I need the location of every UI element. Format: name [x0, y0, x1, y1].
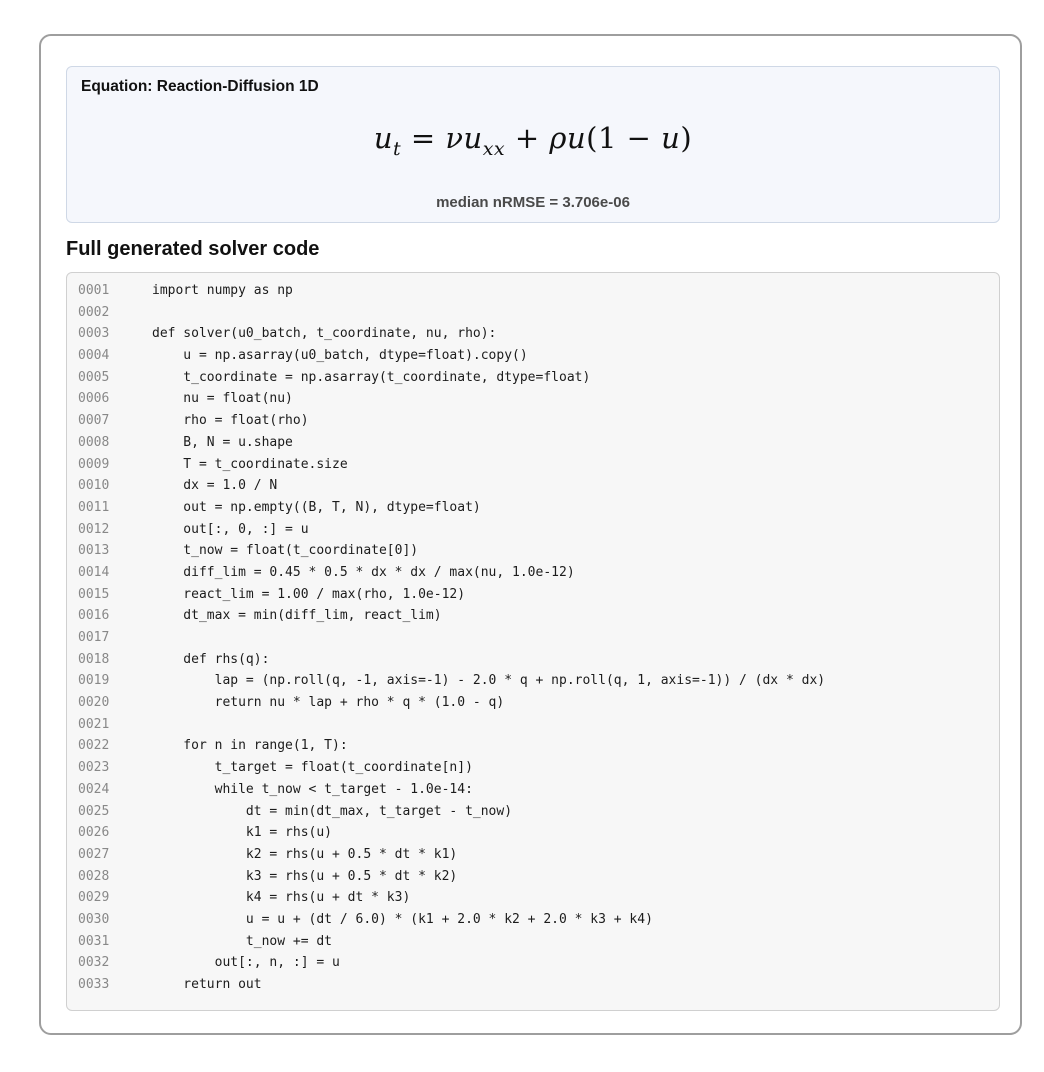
code-line	[78, 584, 991, 606]
line-code: return out	[152, 977, 262, 992]
section-title: Full generated solver code	[66, 238, 320, 260]
line-number: 0019	[78, 673, 110, 689]
code-block[interactable]	[66, 272, 1000, 1011]
line-number: 0012	[78, 521, 110, 537]
line-number: 0013	[78, 543, 110, 559]
line-number: 0011	[78, 499, 110, 515]
equation-card	[66, 66, 1000, 223]
line-code: nu = float(nu)	[152, 391, 293, 407]
line-code: t_now = float(t_coordinate[0])	[152, 543, 419, 559]
code-line	[78, 454, 991, 476]
line-number: 0005	[78, 369, 110, 385]
line-code: out = np.empty((B, T, N), dtype=float)	[152, 499, 481, 515]
line-number: 0031	[78, 933, 110, 949]
line-number: 0032	[78, 955, 110, 971]
code-line	[78, 909, 991, 931]
line-number: 0025	[78, 803, 110, 819]
line-number: 0017	[78, 630, 110, 645]
code-line	[78, 844, 991, 866]
line-number: 0021	[78, 716, 110, 732]
code-line	[78, 931, 991, 953]
code-line	[78, 497, 991, 519]
code-line	[78, 670, 991, 692]
code-line	[78, 345, 991, 367]
line-number: 0024	[78, 781, 110, 797]
median-nrmse-metric: median nRMSE = 3.706e-06	[436, 194, 630, 211]
code-line	[78, 605, 991, 627]
line-code: k1 = rhs(u)	[152, 825, 333, 841]
line-number: 0022	[78, 738, 110, 754]
code-line	[78, 801, 991, 823]
code-line	[78, 388, 991, 410]
line-code: k2 = rhs(u + 0.5 * dt * k1)	[152, 846, 458, 862]
equation-formula	[67, 121, 999, 160]
line-code: def rhs(q):	[152, 651, 270, 667]
line-code: k4 = rhs(u + dt * k3)	[152, 890, 411, 906]
code-line	[78, 735, 991, 757]
code-line	[78, 887, 991, 909]
code-line	[78, 649, 991, 671]
line-code: import numpy as np	[152, 283, 293, 298]
line-number: 0026	[78, 825, 110, 841]
line-code: diff_lim = 0.45 * 0.5 * dx * dx / max(nu, 1.0e-12)	[152, 564, 575, 580]
code-line	[78, 952, 991, 974]
line-code: t_coordinate = np.asarray(t_coordinate, dtype=float)	[152, 369, 591, 385]
code-line	[78, 475, 991, 497]
code-line	[78, 757, 991, 779]
line-code: lap = (np.roll(q, -1, axis=-1) - 2.0 * q + np.roll(q, 1, axis=-1)) / (dx * dx)	[152, 673, 826, 689]
code-line	[78, 562, 991, 584]
code-line	[78, 302, 991, 324]
code-line	[78, 432, 991, 454]
code-line	[78, 367, 991, 389]
code-line	[78, 714, 991, 736]
code-line	[78, 779, 991, 801]
code-line	[78, 866, 991, 888]
equation-formula-rendered: $u_t = \nu u_{xx} + \rho u(1 - u)$	[373, 121, 693, 160]
code-line	[78, 974, 991, 996]
code-line	[78, 519, 991, 541]
line-code: while t_now < t_target - 1.0e-14:	[152, 781, 473, 797]
line-code: out[:, 0, :] = u	[152, 521, 309, 537]
line-number: 0009	[78, 456, 110, 472]
line-code: def solver(u0_batch, t_coordinate, nu, rho):	[152, 326, 497, 342]
line-code: dt = min(dt_max, t_target - t_now)	[152, 803, 513, 819]
line-number: 0033	[78, 977, 110, 992]
result-panel	[39, 34, 1022, 1035]
line-number: 0027	[78, 846, 110, 862]
line-code: react_lim = 1.00 / max(rho, 1.0e-12)	[152, 586, 466, 602]
line-number: 0029	[78, 890, 110, 906]
line-number: 0008	[78, 434, 110, 450]
code-line	[78, 627, 991, 649]
line-number: 0003	[78, 326, 110, 342]
code-line	[78, 540, 991, 562]
code-line	[78, 280, 991, 302]
line-code: dt_max = min(diff_lim, react_lim)	[152, 608, 442, 624]
line-number: 0020	[78, 695, 110, 711]
line-number: 0014	[78, 564, 110, 580]
line-code: return nu * lap + rho * q * (1.0 - q)	[152, 695, 505, 711]
line-number: 0004	[78, 348, 110, 364]
code-line	[78, 410, 991, 432]
equation-label: Equation: Reaction-Diffusion 1D	[81, 78, 319, 95]
line-number: 0018	[78, 651, 110, 667]
line-number: 0023	[78, 760, 110, 776]
line-number: 0010	[78, 478, 110, 494]
line-code: u = u + (dt / 6.0) * (k1 + 2.0 * k2 + 2.0 * k3 + k4)	[152, 911, 653, 927]
line-code: for n in range(1, T):	[152, 738, 348, 754]
line-number: 0002	[78, 304, 110, 320]
line-number: 0001	[78, 283, 110, 298]
line-number: 0028	[78, 868, 110, 884]
line-code: dx = 1.0 / N	[152, 478, 278, 494]
line-code: T = t_coordinate.size	[152, 456, 348, 472]
line-number: 0006	[78, 391, 110, 407]
code-line	[78, 692, 991, 714]
code-line	[78, 323, 991, 345]
code-line	[78, 822, 991, 844]
line-code: rho = float(rho)	[152, 413, 309, 429]
line-code: B, N = u.shape	[152, 434, 293, 450]
line-code: out[:, n, :] = u	[152, 955, 340, 971]
line-code: t_now += dt	[152, 933, 333, 949]
line-code: t_target = float(t_coordinate[n])	[152, 760, 473, 776]
line-number: 0030	[78, 911, 110, 927]
line-number: 0007	[78, 413, 110, 429]
line-code: u = np.asarray(u0_batch, dtype=float).copy()	[152, 348, 528, 364]
line-number: 0015	[78, 586, 110, 602]
code-lines	[78, 280, 991, 996]
line-code: k3 = rhs(u + 0.5 * dt * k2)	[152, 868, 458, 884]
line-number: 0016	[78, 608, 110, 624]
